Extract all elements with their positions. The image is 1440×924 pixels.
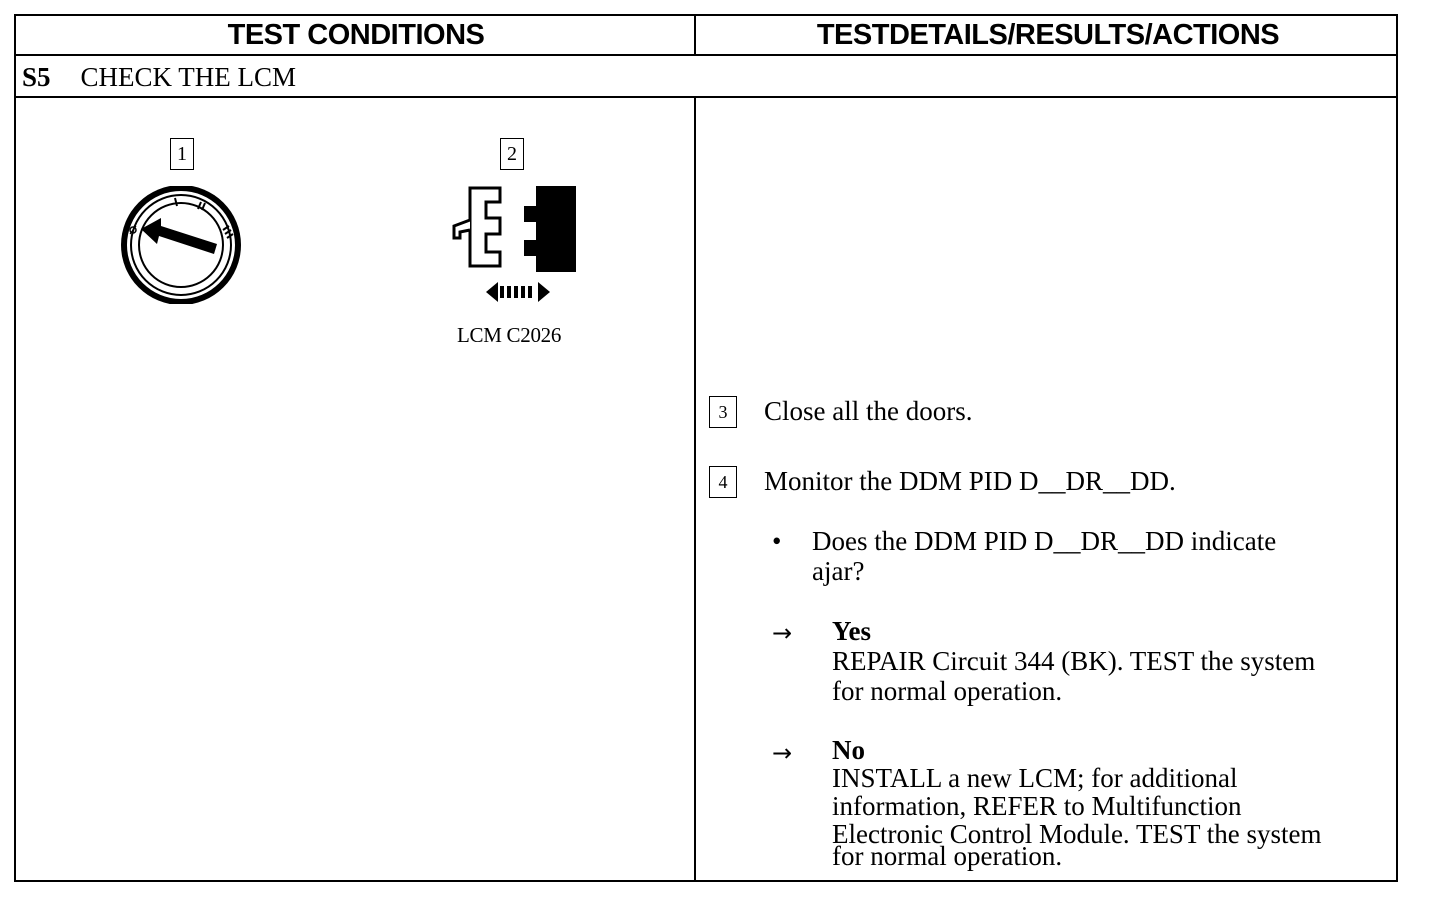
header-test-details: TESTDETAILS/RESULTS/ACTIONS [816, 18, 1280, 51]
no-arrow: → [772, 739, 793, 767]
connector-disconnect-icon [448, 182, 578, 306]
connector-caption: LCM C2026 [457, 323, 562, 347]
step-title-row [22, 62, 296, 93]
condition-number-1: 1 [170, 138, 194, 170]
step-divider [16, 96, 1396, 98]
yes-arrow: → [772, 619, 793, 647]
action-number-4: 4 [709, 466, 737, 498]
yes-block [832, 616, 1315, 706]
question-line-1: Does the DDM PID D__DR__DD indicate [812, 526, 1277, 556]
question-text [812, 526, 1276, 586]
action-4-text: Monitor the DDM PID D__DR__DD. [764, 466, 1176, 496]
no-line-1: INSTALL a new LCM; for additional [832, 763, 1238, 793]
condition-number-2: 2 [500, 138, 524, 170]
yes-line-2: for normal operation. [832, 676, 1063, 706]
action-number-3: 3 [709, 396, 737, 428]
no-block [832, 736, 1321, 870]
header-test-conditions: TEST CONDITIONS [227, 18, 485, 51]
body-column-divider [694, 98, 696, 882]
yes-label: Yes [832, 616, 871, 646]
step-title: CHECK THE LCM [80, 62, 297, 92]
ignition-switch-icon [117, 186, 245, 304]
step-id: S5 [22, 62, 51, 92]
header-divider [16, 54, 1396, 56]
no-line-3: Electronic Control Module. TEST the system [832, 819, 1322, 849]
test-step-table [14, 14, 1398, 882]
no-line-4: for normal operation. [832, 841, 1063, 871]
no-line-2: information, REFER to Multifunction [832, 791, 1242, 821]
question-line-2: ajar? [812, 556, 865, 586]
question-bullet: • [772, 526, 782, 556]
no-label: No [832, 735, 865, 765]
yes-line-1: REPAIR Circuit 344 (BK). TEST the system [832, 646, 1316, 676]
header-column-divider [694, 16, 696, 54]
action-3-text: Close all the doors. [764, 396, 973, 426]
